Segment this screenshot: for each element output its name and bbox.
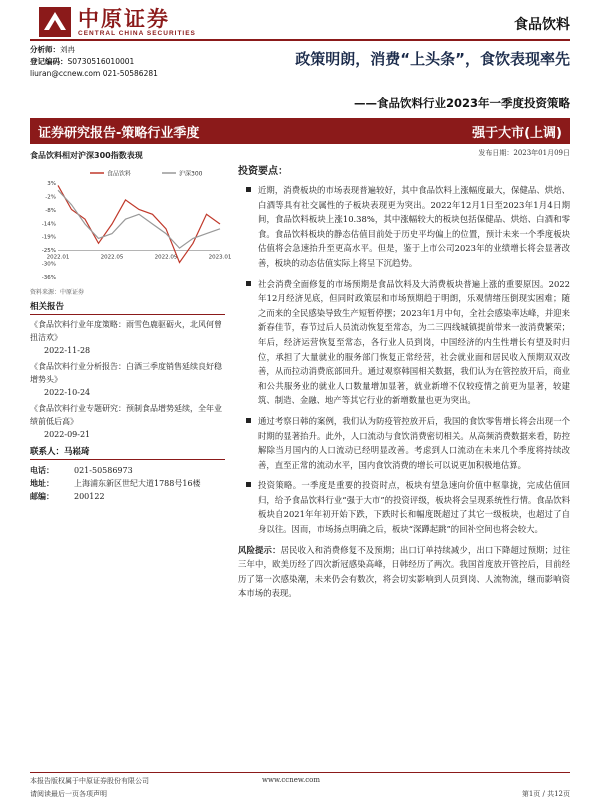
x-tick-label: 2022.09: [154, 254, 178, 261]
reg-label: 登记编码：: [30, 57, 68, 66]
left-column: [30, 150, 232, 503]
chart-source: 资料来源：中原证券: [30, 289, 85, 296]
rating: 强于大市(上调): [472, 125, 562, 141]
y-tick-label: -8%: [45, 207, 56, 214]
key-point-paragraph: 投资策略。一季度是重要的投资时点，板块有望急速向价值中枢靠拢，完成估值回归，给予食品饮料行业“强于大市”的投资评级，板块将会呈现系统性行情。食品饮料板块自2021年年初开始下跌，下跌时长和幅度既超过了其它一级板块，也超过了自身以往。因而，市场扬点明确之后，板块“深蹲起跳”的回补空间也将会较大。: [238, 478, 570, 536]
reg-code: S0730516010001: [67, 57, 135, 66]
related-report[interactable]: [30, 360, 225, 399]
related-report-title[interactable]: 《食品饮料行业年度策略：雨雪色鹿驱砺火，北风何曾扭洁欢》: [30, 320, 222, 342]
publish-date: 发布日期：2023年01月09日: [478, 149, 570, 157]
y-tick-label: -25%: [41, 248, 56, 255]
related-report-date: 2022-11-28: [44, 346, 91, 355]
related-report[interactable]: [30, 318, 225, 357]
risk-text: 居民收入和消费修复不及预期；出口订单持续减少，出口下降超过预期；过往三年中，欧美历经了四次新冠感染高峰，日韩经历了两次。我国首度放开管控后，目前经历了第一次感染潮，未来仍会有数次，将会切实影响到人员到岗、人流物流，继而影响资本市场的表现。: [238, 544, 571, 599]
page-number: 第1页 / 共12页: [521, 790, 570, 798]
header-divider: [30, 39, 570, 41]
bullet-icon: [246, 281, 251, 286]
chart-svg: [30, 165, 232, 285]
bullet-icon: [246, 418, 251, 423]
analyst-email-phone[interactable]: liuran@ccnew.com 021-50586281: [30, 69, 158, 78]
related-heading: 相关报告: [30, 300, 225, 315]
series-line: [58, 190, 220, 248]
footer-copyright: 本报告版权属于中原证券股份有限公司: [30, 777, 149, 785]
related-report-title[interactable]: 《食品饮料行业分析报告：白酒三季度销售延续良好稳增势头》: [30, 362, 222, 384]
address-value: 上海浦东新区世纪大道1788号16楼: [74, 479, 201, 488]
contact-heading: 联系人：马崧琦: [30, 445, 225, 460]
report-type: 证券研究报告-策略行业季度: [38, 125, 200, 141]
related-report[interactable]: [30, 402, 225, 441]
logo-mark-icon: [38, 6, 72, 38]
key-point-paragraph: 近期，消费板块的市场表现普遍较好，其中食品饮料上涨幅度最大，保健品、烘焙、白酒等具有社交属性的子板块表现更为突出。2022年12月1日至2023年1月4日期间，食品饮料板块上涨10.38%，其中涨幅较大的板块包括保健品、烘焙、白酒和零食。食品饮料板块的静态估值目前处于历史平均偏上的位置，预计未来一个季度板块估值将会急速抬升至更高水平。但是，鉴于上市公司2023年的业绩增长将会显著改善，板块的动态估值实际上将呈下沉趋势。: [238, 183, 570, 271]
bullet-icon: [246, 187, 251, 192]
y-tick-label: -2%: [45, 194, 56, 201]
chart-title: 食品饮料相对沪深300指数表现: [30, 151, 143, 160]
right-column: [238, 148, 570, 601]
series-line: [58, 185, 220, 262]
contact-name: 马崧琦: [64, 447, 90, 457]
x-tick-label: 2022.05: [100, 254, 124, 261]
y-tick-label: 3%: [47, 181, 56, 187]
x-tick-label: 2022.01: [46, 254, 70, 261]
contact-info: [30, 464, 225, 503]
x-tick-label: 2023.01: [208, 254, 232, 261]
y-tick-label: -30%: [41, 261, 56, 268]
y-tick-label: -19%: [41, 234, 56, 241]
footer-divider: [30, 772, 570, 773]
company-logo: [38, 6, 196, 38]
address-label: 地址：: [30, 479, 54, 488]
legend-label: 食品饮料: [107, 170, 132, 178]
zip-value: 200122: [74, 492, 105, 501]
report-title: 政策明朗，消费“上头条”，食饮表现率先: [295, 50, 570, 68]
key-points-heading: 投资要点：: [238, 166, 288, 177]
performance-chart: [30, 165, 232, 285]
footer-disclaimer: 请阅读最后一页各项声明: [30, 790, 107, 798]
risk-label: 风险提示：: [238, 544, 281, 555]
key-point-paragraph: 通过考察日韩的案例，我们认为防疫管控放开后，我国的食饮零售增长将会出现一个时期的显著抬升。此外，人口流动与食饮消费密切相关。从高频消费数据来看，防控解除当月国内的人口流动已经明显改善。考虑到人口流动在未来几个季度将持续改善，直至正常的流动水平，国内食饮消费的增长可以说更加积极地估算。: [238, 414, 570, 472]
risk-warning: [238, 543, 570, 601]
analyst-label: 分析师：: [30, 45, 60, 54]
report-subtitle: ——食品饮料行业2023年一季度投资策略: [353, 96, 570, 110]
footer-url[interactable]: www.ccnew.com: [262, 776, 321, 784]
phone-label: 电话：: [30, 466, 54, 475]
related-report-date: 2022-09-21: [44, 430, 91, 439]
analyst-info: [30, 44, 158, 80]
report-type-band: [30, 118, 570, 144]
related-report-date: 2022-10-24: [44, 388, 91, 397]
zip-label: 邮编：: [30, 492, 54, 501]
related-report-title[interactable]: 《食品饮料行业专题研究：预制食品增势延续，全年业绩前低后高》: [30, 404, 222, 426]
bullet-icon: [246, 482, 251, 487]
logo-en: CENTRAL CHINA SECURITIES: [78, 29, 196, 37]
analyst-name: 刘冉: [60, 45, 75, 54]
phone-value: 021-50586973: [74, 466, 133, 475]
y-tick-label: -14%: [41, 221, 56, 228]
key-point-paragraph: 社会消费全面修复的市场预期是食品饮料及大消费板块普遍上涨的重要原因。2022年12月经济见底，但同时政策层和市场预期趋于明朗，乐观情绪压倒现实困难；随之而来的全民感染导致生产短暂停摆；2023年1月中旬，全社会感染率达峰，并迎来新春佳节，春节过后人员流动恢复至常态，为二三四线城镇提前带来一波消费繁荣；年后，经济运营恢复至常态，各行业人员到岗，中国经济的内生性增长有望及时归位，承担了大量就业的服务部门恢复正常经营，社会就业面和居民收入预期双双改善，从而拉动消费底部回升。通过观察韩国相关数据，我们认为在管控放开后，商业和公共服务业的就业人口数量增加显著，就业新增不仅较疫情之前更为显著，较建筑、制造、金融、地产等其它行业的新增数量也更为突出。: [238, 277, 570, 408]
logo-cn: 中原证券: [78, 6, 170, 31]
legend-label: 沪深300: [179, 170, 203, 178]
industry-label: 食品饮料: [514, 17, 570, 33]
y-tick-label: -36%: [41, 275, 56, 281]
